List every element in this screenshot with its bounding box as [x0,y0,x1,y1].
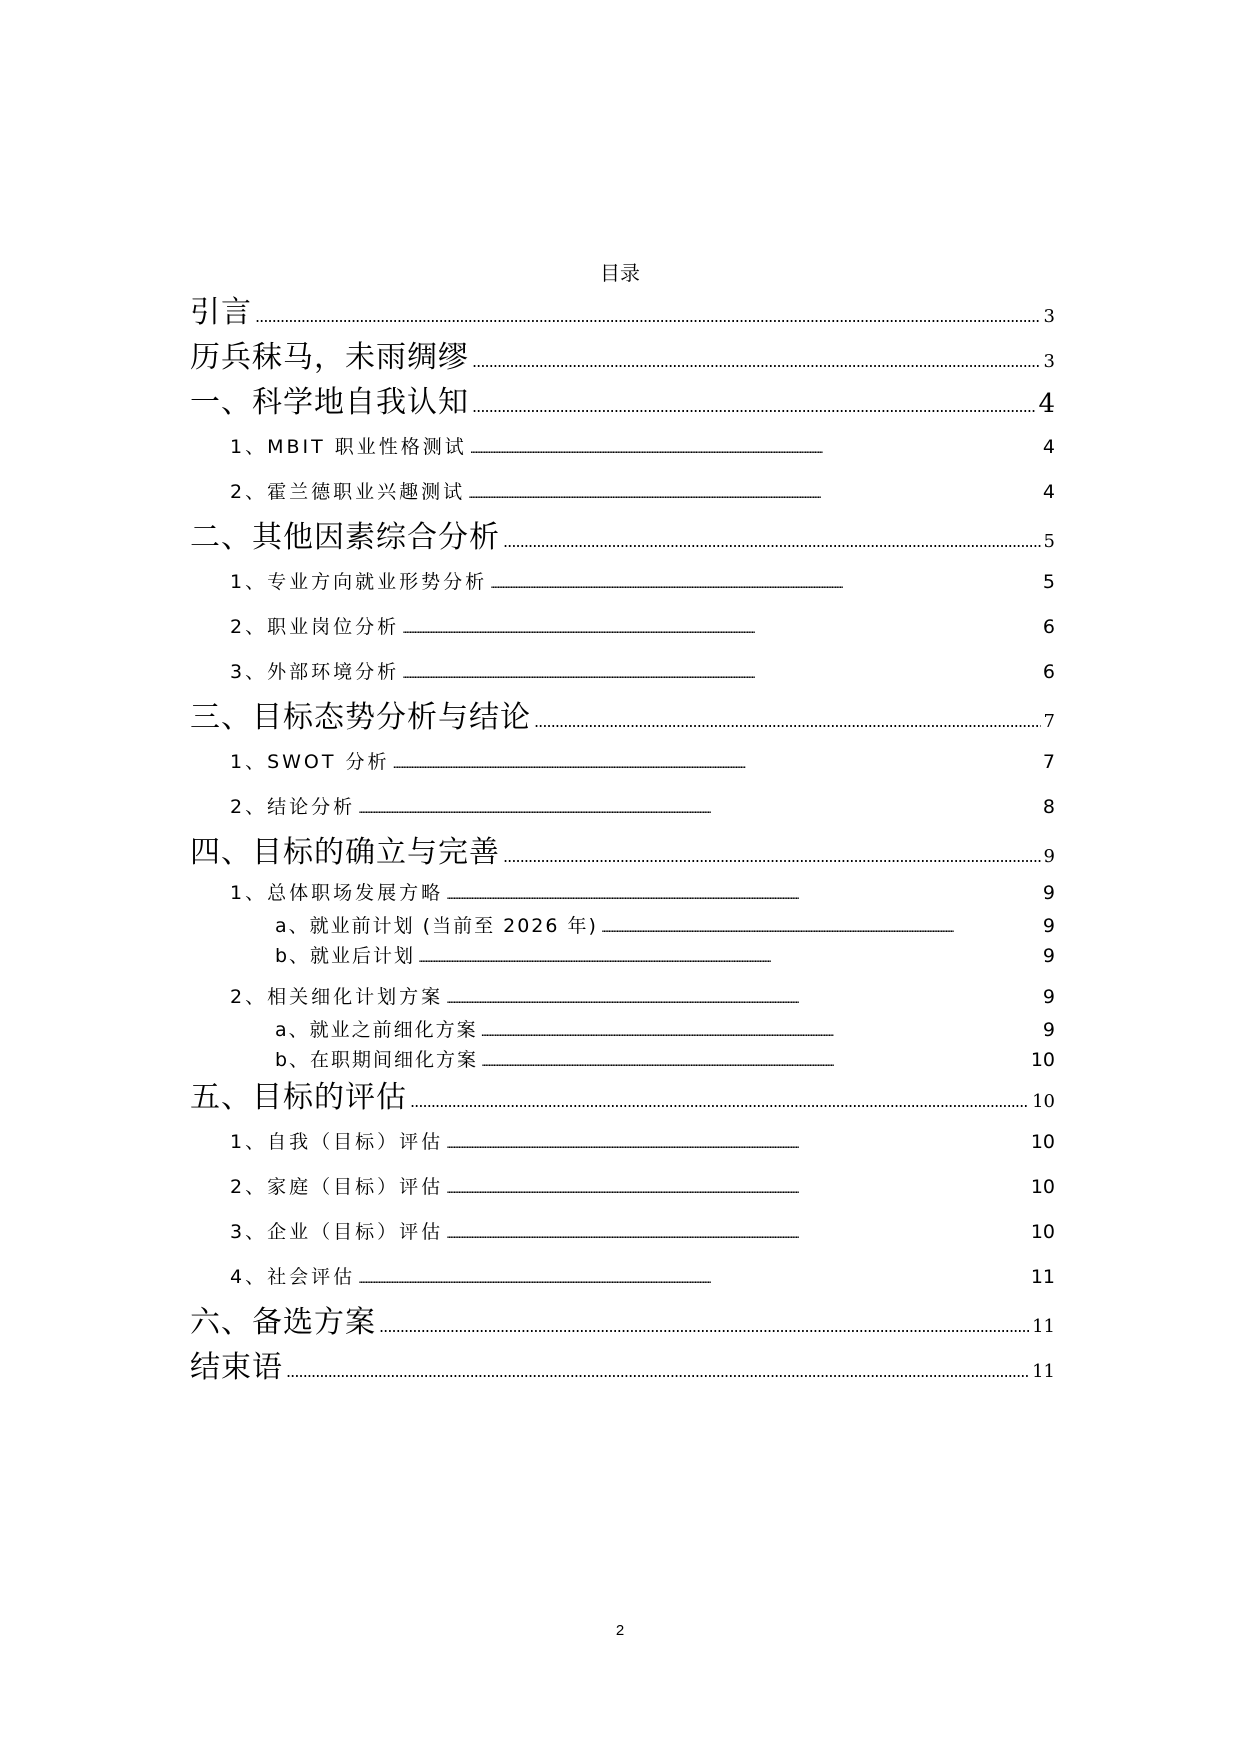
toc-entry-section-4-1[interactable] [190,875,1055,911]
toc-entry-label: 3、外部环境分析 [230,661,400,683]
toc-entry-section-5-1[interactable] [190,1120,1055,1165]
toc-entry-section-2[interactable] [190,515,1055,560]
toc-entry-section-2-2[interactable] [190,605,1055,650]
toc-entry-page: 6 [1042,616,1055,638]
toc-entry-label: 3、企业（目标）评估 [230,1221,444,1243]
toc-entry-section-2-3[interactable] [190,650,1055,695]
toc-entry-page: 3 [1043,351,1055,372]
toc-entry-label: 二、其他因素综合分析 [190,520,500,555]
toc-entry-page: 9 [1043,846,1055,867]
toc-entry-label: 2、相关细化计划方案 [230,986,444,1008]
toc-entry-label: 1、专业方向就业形势分析 [230,571,488,593]
toc-dot-leader [503,834,1041,879]
toc-entry-page: 8 [1042,796,1055,818]
toc-entry-section-4-1-b[interactable] [190,941,1055,979]
toc-dot-leader [503,519,1041,564]
toc-entry-label: 1、SWOT 分析 [230,751,390,773]
toc-dot-leader [472,384,1035,429]
toc-entry-page: 10 [1030,1221,1055,1243]
toc-entry-label: 一、科学地自我认知 [190,385,469,420]
toc-dot-leader [534,699,1041,744]
toc-dot-leader [446,1212,1028,1257]
toc-dot-leader [393,742,1040,787]
toc-entry-section-3[interactable] [190,695,1055,740]
table-of-contents [190,290,1055,1390]
toc-entry-page: 11 [1032,1361,1055,1382]
toc-entry-page: 4 [1042,481,1055,503]
toc-dot-leader [402,607,1040,652]
toc-entry-page: 5 [1043,531,1055,552]
toc-entry-section-2-1[interactable] [190,560,1055,605]
toc-entry-page: 9 [1042,945,1055,967]
toc-entry-conclusion[interactable] [190,1345,1055,1390]
toc-title: 目录 [600,261,640,285]
toc-dot-leader [286,1349,1029,1394]
toc-entry-section-1-1[interactable] [190,425,1055,470]
toc-entry-section-4-2[interactable] [190,979,1055,1015]
toc-entry-page: 9 [1042,915,1055,937]
toc-entry-page: 7 [1043,711,1055,732]
toc-dot-leader [470,427,1040,472]
page-number: 2 [615,1622,625,1639]
toc-dot-leader [472,339,1041,384]
toc-entry-section-3-1[interactable] [190,740,1055,785]
toc-entry-label: 2、家庭（目标）评估 [230,1176,444,1198]
toc-entry-label: 2、霍兰德职业兴趣测试 [230,481,466,503]
toc-entry-section-5-2[interactable] [190,1165,1055,1210]
toc-entry-page: 4 [1042,436,1055,458]
toc-entry-preparation[interactable] [190,335,1055,380]
toc-entry-label: b、在职期间细化方案 [275,1049,479,1071]
toc-entry-label: 六、备选方案 [190,1305,376,1340]
toc-entry-label: 历兵秣马，未雨绸缪 [190,340,469,375]
toc-entry-page: 10 [1030,1176,1055,1198]
toc-entry-label: a、就业前计划 (当前至 2026 年) [275,915,598,937]
toc-dot-leader [468,472,1040,517]
toc-dot-leader [446,1122,1028,1167]
toc-dot-leader [490,562,1040,607]
toc-entry-section-3-2[interactable] [190,785,1055,830]
toc-entry-page: 4 [1038,389,1055,419]
toc-entry-page: 11 [1030,1266,1055,1288]
toc-entry-section-1-2[interactable] [190,470,1055,515]
toc-entry-page: 10 [1030,1131,1055,1153]
toc-entry-introduction[interactable] [190,290,1055,335]
toc-entry-label: 结束语 [190,1350,283,1385]
toc-dot-leader [601,913,1040,943]
toc-entry-section-6[interactable] [190,1300,1055,1345]
toc-dot-leader [402,652,1040,697]
toc-entry-label: 引言 [190,295,252,330]
toc-entry-page: 9 [1042,882,1055,904]
toc-entry-section-1[interactable] [190,380,1055,425]
toc-entry-section-4-2-b[interactable] [190,1045,1055,1075]
toc-entry-label: a、就业之前细化方案 [275,1019,478,1041]
toc-entry-page: 7 [1042,751,1055,773]
toc-entry-label: 1、MBIT 职业性格测试 [230,436,467,458]
toc-entry-section-4-2-a[interactable] [190,1015,1055,1045]
toc-dot-leader [379,1304,1029,1349]
toc-dot-leader [410,1079,1029,1124]
toc-entry-label: 五、目标的评估 [190,1080,407,1115]
toc-dot-leader [446,1167,1028,1212]
toc-entry-page: 10 [1032,1091,1055,1112]
toc-entry-page: 9 [1042,1019,1055,1041]
toc-entry-label: 1、总体职场发展方略 [230,882,444,904]
toc-dot-leader [446,981,1040,1017]
toc-dot-leader [481,1017,1040,1047]
toc-entry-page: 11 [1032,1316,1055,1337]
toc-dot-leader [418,943,1040,973]
toc-entry-page: 5 [1042,571,1055,593]
toc-entry-label: 三、目标态势分析与结论 [190,700,531,735]
toc-dot-leader [358,787,1040,832]
toc-entry-section-5[interactable] [190,1075,1055,1120]
toc-dot-leader [255,294,1041,339]
toc-entry-page: 10 [1030,1049,1055,1071]
toc-dot-leader [446,877,1040,913]
toc-entry-section-4[interactable] [190,830,1055,875]
toc-entry-page: 6 [1042,661,1055,683]
toc-entry-section-5-4[interactable] [190,1255,1055,1300]
toc-dot-leader [481,1047,1028,1077]
toc-entry-label: b、就业后计划 [275,945,416,967]
toc-entry-label: 1、自我（目标）评估 [230,1131,444,1153]
toc-entry-label: 2、结论分析 [230,796,356,818]
toc-entry-section-5-3[interactable] [190,1210,1055,1255]
toc-entry-section-4-1-a[interactable] [190,911,1055,941]
toc-entry-page: 9 [1042,986,1055,1008]
toc-entry-label: 四、目标的确立与完善 [190,835,500,870]
toc-entry-label: 4、社会评估 [230,1266,356,1288]
toc-dot-leader [358,1257,1028,1302]
toc-entry-label: 2、职业岗位分析 [230,616,400,638]
toc-entry-page: 3 [1043,306,1055,327]
